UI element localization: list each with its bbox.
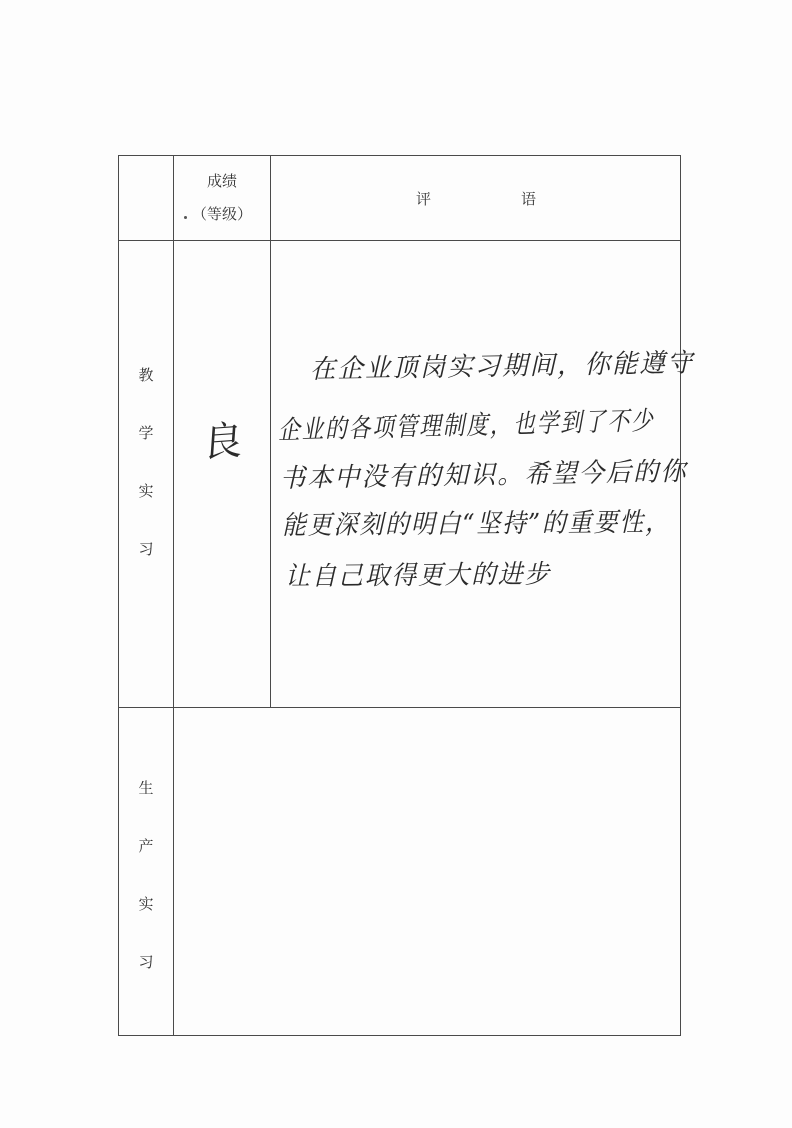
section-char: 生	[138, 779, 154, 797]
header-dot-mark	[184, 216, 187, 219]
header-row-divider	[118, 240, 681, 241]
grade-header-line1: 成绩	[206, 172, 237, 190]
handwritten-grade: 良	[201, 417, 245, 467]
section-char: 习	[138, 953, 154, 971]
handwritten-comment-line: 能更深刻的明白“坚持”的重要性，	[281, 507, 671, 541]
section-char: 教	[138, 366, 154, 384]
handwritten-comment-line: 企业的各项管理制度，也学到了不少	[277, 406, 655, 446]
grade-column-divider	[270, 155, 271, 707]
production-practice-comment-area	[174, 708, 680, 1035]
section-char: 实	[138, 482, 154, 500]
handwritten-comment-line: 在企业顶岗实习期间，你能遵守	[309, 348, 695, 385]
production-practice-label	[136, 781, 156, 1013]
teaching-practice-label	[136, 368, 156, 600]
grade-header-label	[174, 170, 270, 224]
handwritten-comment-line: 让自己取得更大的进步	[284, 559, 552, 592]
section-char: 产	[138, 837, 154, 855]
section-char: 实	[138, 895, 154, 913]
grade-header-line2: （等级）	[191, 205, 252, 223]
section-char: 学	[138, 424, 154, 442]
comment-header-label: 评 语	[415, 190, 536, 208]
section-char: 习	[138, 540, 154, 558]
handwritten-comment-line: 书本中没有的知识。希望今后的你	[279, 456, 688, 494]
